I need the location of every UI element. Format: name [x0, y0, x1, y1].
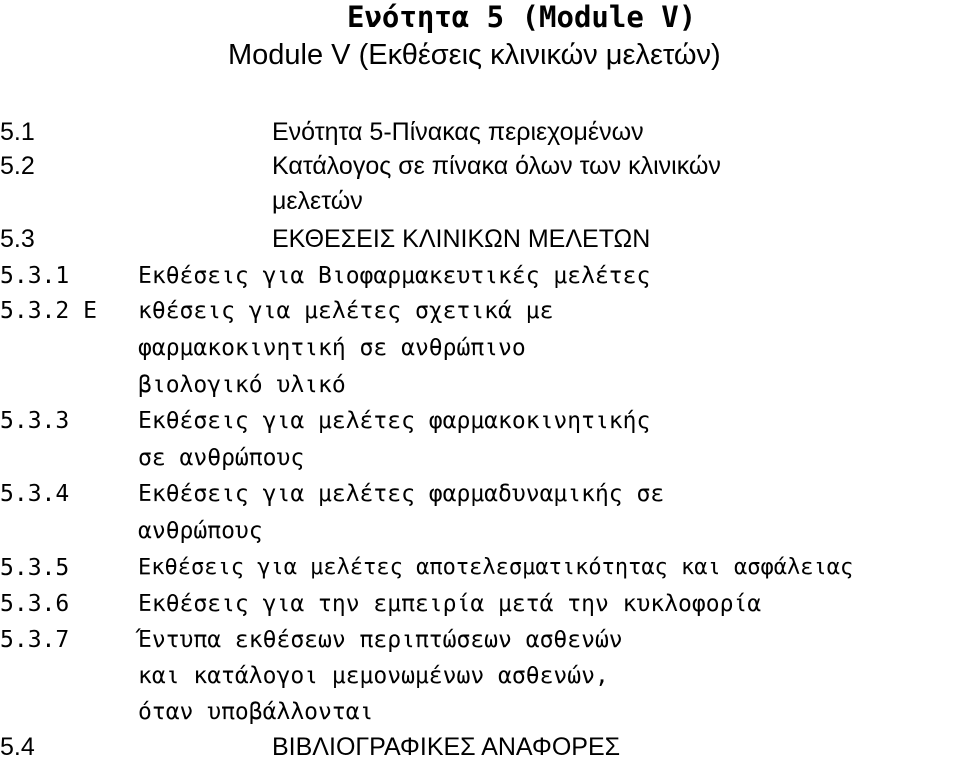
section-title-5-3-2-line-1: κθέσεις για μελέτες σχετικά με [138, 298, 554, 324]
section-number-5-3-7: 5.3.7 [0, 627, 70, 653]
section-number-5-1: 5.1 [0, 118, 35, 146]
section-title-5-3-7-line-1: Έντυπα εκθέσεων περιπτώσεων ασθενών [138, 627, 623, 653]
section-title-5-3-7-line-2: και κατάλογοι μεμονωμένων ασθενών, [138, 663, 609, 689]
section-number-5-3-3: 5.3.3 [0, 408, 70, 434]
section-number-5-3: 5.3 [0, 225, 35, 253]
section-title-5-3-4-line-1: Εκθέσεις για μελέτες φαρμαδυναμικής σε [138, 481, 665, 507]
section-title-5-2-line-1: Κατάλογος σε πίνακα όλων των κλινικών [272, 152, 721, 180]
section-number-5-3-5: 5.3.5 [0, 555, 70, 581]
section-number-5-3-6: 5.3.6 [0, 591, 70, 617]
page-subtitle: Module V (Εκθέσεις κλινικών μελετών) [228, 39, 721, 71]
page-title: Ενότητα 5 (Module V) [347, 0, 697, 34]
section-title-5-3-3-line-1: Εκθέσεις για μελέτες φαρμακοκινητικής [138, 408, 651, 434]
section-title-5-3-6: Εκθέσεις για την εμπειρία μετά την κυκλοφορία [138, 591, 762, 617]
section-title-5-1: Ενότητα 5-Πίνακας περιεχομένων [272, 118, 644, 146]
section-title-5-3-3-line-2: σε ανθρώπους [138, 445, 305, 471]
section-title-5-3-1: Εκθέσεις για Βιοφαρμακευτικές μελέτες [138, 263, 651, 289]
section-title-5-3-5: Εκθέσεις για μελέτες αποτελεσματικότητας και ασφάλειας [138, 555, 854, 580]
section-number-5-4: 5.4 [0, 733, 35, 761]
section-number-5-3-2: 5.3.2 Ε [0, 298, 97, 324]
section-title-5-3: ΕΚΘΕΣΕΙΣ ΚΛΙΝΙΚΩΝ ΜΕΛΕΤΩΝ [272, 225, 651, 253]
section-number-5-2: 5.2 [0, 152, 35, 180]
section-number-5-3-1: 5.3.1 [0, 263, 70, 289]
section-title-5-4: ΒΙΒΛΙΟΓΡΑΦΙΚΕΣ ΑΝΑΦΟΡΕΣ [272, 733, 621, 761]
section-title-5-3-7-line-3: όταν υποβάλλονται [138, 699, 374, 725]
section-number-5-3-4: 5.3.4 [0, 481, 70, 507]
section-title-5-2-line-2: μελετών [272, 187, 363, 215]
section-title-5-3-4-line-2: ανθρώπους [138, 518, 263, 544]
section-title-5-3-2-line-3: βιολογικό υλικό [138, 372, 346, 398]
section-title-5-3-2-line-2: φαρμακοκινητική σε ανθρώπινο [138, 335, 526, 361]
